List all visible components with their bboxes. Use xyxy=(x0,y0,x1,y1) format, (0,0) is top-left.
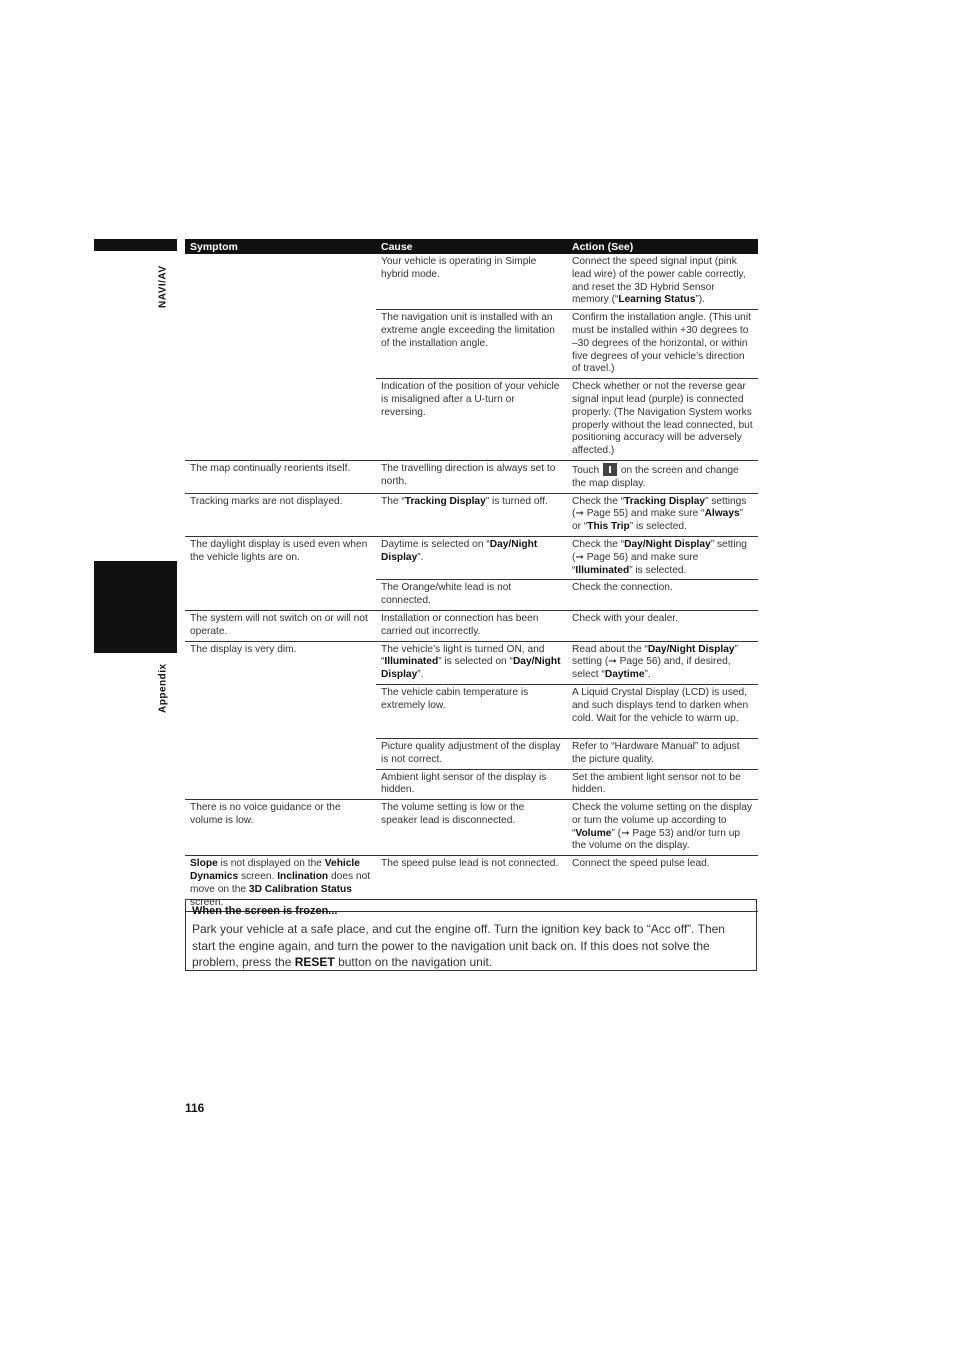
cause-cell: Ambient light sensor of the display is hidden. xyxy=(376,769,567,800)
cause-cell: The Orange/white lead is not connected. xyxy=(376,580,567,611)
cause-cell: The vehicle cabin temperature is extremely low. xyxy=(376,684,567,738)
action-cell: Read about the “Day/Night Display” setting (➞ Page 56) and, if desired, select “Daytime”. xyxy=(567,641,758,684)
cause-cell: Daytime is selected on “Day/Night Display”. xyxy=(376,536,567,579)
frozen-note-title: When the screen is frozen... xyxy=(192,905,338,917)
symptom-cell xyxy=(185,254,376,460)
symptom-cell: The display is very dim. xyxy=(185,641,376,800)
troubleshooting-table xyxy=(185,239,758,912)
frozen-screen-note xyxy=(185,899,757,971)
cause-cell: The navigation unit is installed with an extreme angle exceeding the limitation of the installation angle. xyxy=(376,310,567,379)
action-cell: Set the ambient light sensor not to be hidden. xyxy=(567,769,758,800)
cause-cell: The speed pulse lead is not connected. xyxy=(376,856,567,912)
action-cell: Check the “Day/Night Display” setting (➞ Page 56) and make sure “Illuminated” is selected. xyxy=(567,536,758,579)
action-cell: Check the connection. xyxy=(567,580,758,611)
map-orientation-icon xyxy=(603,463,617,476)
side-tab-bar xyxy=(94,239,177,251)
symptom-cell: The map continually reorients itself. xyxy=(185,460,376,493)
table-row xyxy=(185,254,758,310)
table-row xyxy=(185,641,758,684)
header-action: Action (See) xyxy=(567,239,758,254)
table-row xyxy=(185,536,758,579)
action-cell: Check the volume setting on the display or turn the volume up according to “Volume” (➞ Page 53) and/or turn up the volume on the display. xyxy=(567,800,758,856)
symptom-cell: The daylight display is used even when the vehicle lights are on. xyxy=(185,536,376,610)
table-row xyxy=(185,800,758,856)
action-cell: Check the “Tracking Display” settings (➞ Page 55) and make sure “Always” or “This Trip” is selected. xyxy=(567,493,758,536)
action-cell: Confirm the installation angle. (This unit must be installed within +30 degrees to –30 degrees of the horizontal, or within five degrees of your vehicle’s direction of travel.) xyxy=(567,310,758,379)
action-cell: Refer to “Hardware Manual” to adjust the picture quality. xyxy=(567,738,758,769)
table-row xyxy=(185,460,758,493)
header-symptom: Symptom xyxy=(185,239,376,254)
page-number: 116 xyxy=(185,1101,205,1115)
cause-cell: Your vehicle is operating in Simple hybrid mode. xyxy=(376,254,567,310)
side-tab-appendix: Appendix xyxy=(157,663,169,713)
action-cell: Connect the speed pulse lead. xyxy=(567,856,758,912)
table-row xyxy=(185,610,758,641)
cause-cell: The “Tracking Display” is turned off. xyxy=(376,493,567,536)
side-block xyxy=(94,561,177,653)
action-cell: Check whether or not the reverse gear signal input lead (purple) is connected properly. (The Navigation System works properly without the lead connected, but positioning accuracy will be adversely affected.) xyxy=(567,379,758,461)
frozen-note-body: Park your vehicle at a safe place, and cut the engine off. Turn the ignition key back to “Acc off”. Then start the engine again, and turn the power to the navigation unit back on. If this does not solve the problem, press the RESET button on the navigation unit. xyxy=(192,922,725,969)
symptom-cell: Slope is not displayed on the Vehicle Dynamics screen. Inclination does not move on the 3D Calibration Status screen. xyxy=(185,856,376,912)
cause-cell: Indication of the position of your vehicle is misaligned after a U-turn or reversing. xyxy=(376,379,567,461)
action-cell: Touch on the screen and change the map display. xyxy=(567,460,758,493)
action-cell: Check with your dealer. xyxy=(567,610,758,641)
table-row xyxy=(185,493,758,536)
action-cell: A Liquid Crystal Display (LCD) is used, and such displays tend to darken when cold. Wait for the vehicle to warm up. xyxy=(567,684,758,738)
side-tab-navi-av: NAVI/AV xyxy=(157,265,169,309)
cause-cell: The volume setting is low or the speaker lead is disconnected. xyxy=(376,800,567,856)
cause-cell: Installation or connection has been carried out incorrectly. xyxy=(376,610,567,641)
symptom-cell: Tracking marks are not displayed. xyxy=(185,493,376,536)
symptom-cell: There is no voice guidance or the volume is low. xyxy=(185,800,376,856)
table-header-row xyxy=(185,239,758,254)
symptom-cell: The system will not switch on or will not operate. xyxy=(185,610,376,641)
cause-cell: Picture quality adjustment of the display is not correct. xyxy=(376,738,567,769)
cause-cell: The vehicle’s light is turned ON, and “Illuminated” is selected on “Day/Night Display”. xyxy=(376,641,567,684)
header-cause: Cause xyxy=(376,239,567,254)
action-cell: Connect the speed signal input (pink lead wire) of the power cable correctly, and reset the 3D Hybrid Sensor memory (“Learning Status”). xyxy=(567,254,758,310)
cause-cell: The travelling direction is always set to north. xyxy=(376,460,567,493)
